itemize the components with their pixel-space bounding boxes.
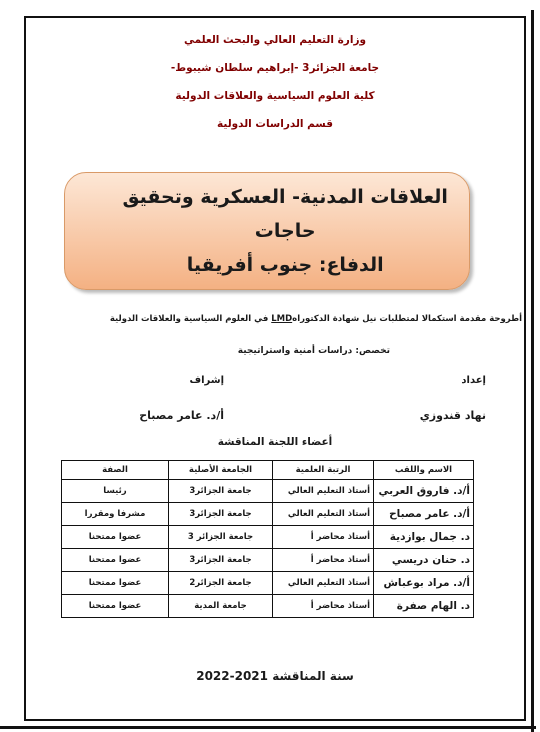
faculty-line: كلية العلوم السياسية والعلاقات الدولية <box>175 90 375 102</box>
page-shadow-bottom <box>0 726 536 729</box>
member-university: جامعة الجزائر3 <box>169 503 273 526</box>
supervision-label: إشراف <box>189 375 224 386</box>
title-line-1: العلاقات المدنية- العسكرية وتحقيق حاجات <box>122 186 448 242</box>
member-role: عضوا ممتحنا <box>62 526 169 549</box>
table-header-row <box>62 461 474 480</box>
supervisor-name: أ/د. عامر مصباح <box>139 409 224 422</box>
member-rank: أستاذ التعليم العالي <box>273 480 374 503</box>
table-row <box>62 526 474 549</box>
member-role: رئيسا <box>62 480 169 503</box>
member-rank: أستاذ محاضر أ <box>273 595 374 618</box>
prepared-label: إعداد <box>461 375 486 386</box>
university-line: جامعة الجزائر3 -إبراهيم سلطان شيبوط- <box>170 62 380 74</box>
member-rank: أستاذ محاضر أ <box>273 549 374 572</box>
member-rank: أستاذ محاضر أ <box>273 526 374 549</box>
specialty-line: تخصص: دراسات أمنية واستراتيجية <box>237 346 390 356</box>
header-name: الاسم واللقب <box>374 461 474 480</box>
page-shadow-right <box>531 10 534 732</box>
member-role: مشرفا ومقررا <box>62 503 169 526</box>
member-name: د. حنان دريسي <box>374 549 474 572</box>
committee-heading: أعضاء اللجنة المناقشة <box>217 436 333 448</box>
member-role: عضوا ممتحنا <box>62 572 169 595</box>
member-university: جامعة الجزائر2 <box>169 572 273 595</box>
member-name: أ/د. مراد بوعباش <box>374 572 474 595</box>
member-rank: أستاذ التعليم العالي <box>273 572 374 595</box>
document-page <box>24 16 526 721</box>
header-rank: الرتبة العلمية <box>273 461 374 480</box>
table-row <box>62 480 474 503</box>
thesis-part-1: أطروحة مقدمة استكمالا لمتطلبات نيل شهادة الدكتوراه <box>292 314 522 324</box>
member-rank: أستاذ التعليم العالي <box>273 503 374 526</box>
member-role: عضوا ممتحنا <box>62 549 169 572</box>
thesis-title-box <box>64 172 470 290</box>
table-row <box>62 503 474 526</box>
ministry-line: وزارة التعليم العالي والبحث العلمي <box>183 34 367 46</box>
member-role: عضوا ممتحنا <box>62 595 169 618</box>
member-name: د. الهام صفرة <box>374 595 474 618</box>
member-university: جامعة المدية <box>169 595 273 618</box>
table-row <box>62 572 474 595</box>
committee-table <box>61 460 474 618</box>
department-line: قسم الدراسات الدولية <box>217 118 333 130</box>
student-name: نهاد قندوزي <box>419 409 486 422</box>
member-university: جامعة الجزائر3 <box>169 480 273 503</box>
lmd-label: LMD <box>271 314 293 324</box>
table-row <box>62 595 474 618</box>
defense-year: سنة المناقشة 2021-2022 <box>196 669 354 683</box>
header-university: الجامعة الأصلية <box>169 461 273 480</box>
title-line-2: الدفاع: جنوب أفريقيا <box>186 254 384 276</box>
member-university: جامعة الجزائر3 <box>169 549 273 572</box>
member-university: جامعة الجزائر 3 <box>169 526 273 549</box>
table-row <box>62 549 474 572</box>
member-name: أ/د. فاروق العربي <box>374 480 474 503</box>
thesis-part-2: في العلوم السياسية والعلاقات الدولية <box>109 314 269 324</box>
member-name: د. جمال بوازدية <box>374 526 474 549</box>
header-role: الصفة <box>62 461 169 480</box>
member-name: أ/د. عامر مصباح <box>374 503 474 526</box>
thesis-statement <box>110 314 522 324</box>
